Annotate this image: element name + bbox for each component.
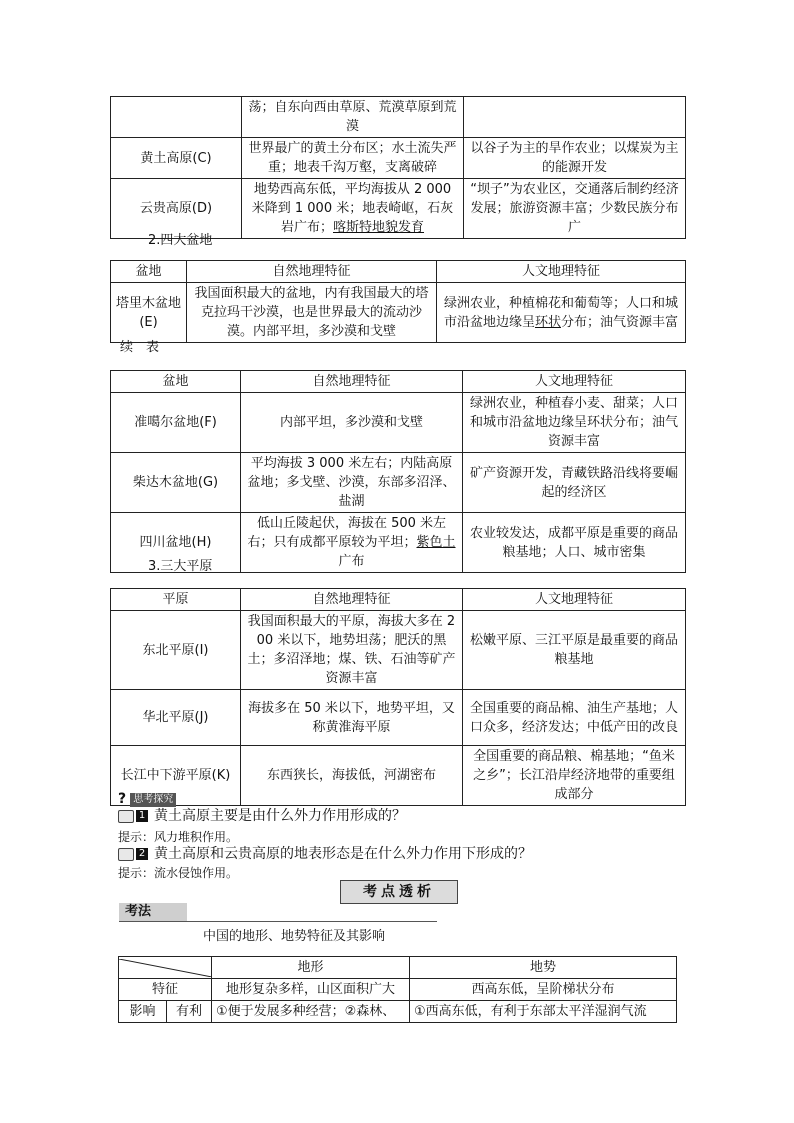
table-cell: 四川盆地(H) (111, 513, 241, 573)
table-cell: “坝子”为农业区，交通落后制约经济发展；旅游资源丰富；少数民族分布广 (464, 179, 686, 239)
plain-table (110, 588, 686, 806)
table-cell: 矿产资源开发，青藏铁路沿线将要崛起的经济区 (463, 453, 686, 513)
cell-text: 低山丘陵起伏，海拔在 500 米左右；只有成都平原较为平坦； (247, 516, 447, 550)
column-header: 人文地理特征 (463, 589, 686, 611)
table-cell: 世界最广的黄土分布区；水土流失严重；地表千沟万壑，支离破碎 (242, 138, 464, 179)
question-number: 2 (136, 848, 148, 860)
diagonal-line (119, 959, 212, 977)
table-cell: 云贵高原(D) (111, 179, 242, 239)
column-header: 盆地 (111, 371, 241, 393)
table-cell: 平均海拔 3 000 米左右；内陆高原盆地；多戈壁、沙漠，东部多沼泽、盐湖 (241, 453, 463, 513)
table-cell: 松嫩平原、三江平原是最重要的商品粮基地 (463, 611, 686, 690)
cell-text: 绿洲农业，种植棉花和葡萄等；人口和城市沿盆地边缘呈 (443, 295, 678, 330)
terrain-table (118, 956, 677, 1023)
table-cell: 柴达木盆地(G) (111, 453, 241, 513)
table-cell: 黄土高原(C) (111, 138, 242, 179)
banner-decoration (340, 880, 460, 904)
column-header: 地形 (212, 957, 410, 979)
section-title-basins: 2.四大盆地 (148, 233, 213, 248)
underlined-text: 喀斯特地貌发育 (333, 220, 425, 235)
cell-text: 广布 (338, 554, 365, 569)
table-cell: 东北平原(I) (111, 611, 241, 690)
basin-table-1 (110, 260, 686, 343)
column-header: 盆地 (111, 261, 187, 283)
question-mark-icon: ? (118, 791, 127, 807)
row-header: 有利 (167, 1001, 212, 1023)
table-cell (464, 97, 686, 138)
column-header: 自然地理特征 (187, 261, 437, 283)
row-header: 特征 (119, 979, 212, 1001)
table-cell: 西高东低，呈阶梯状分布 (410, 979, 677, 1001)
table-cell (437, 283, 686, 343)
table-cell: ①西高东低，有利于东部太平洋湿润气流 (410, 1001, 677, 1023)
diagonal-header-cell (119, 957, 212, 979)
question-text: 黄土高原主要是由什么外力作用形成的？ (154, 808, 406, 824)
cell-text: 地势西高东低，平均海拔从 2 000 米降到 1 000 米；地表崎岖，石灰岩广布； (251, 182, 454, 235)
table-cell (242, 179, 464, 239)
table-cell: 我国面积最大的盆地，内有我国最大的塔克拉玛干沙漠，也是世界最大的流动沙漠。内部平坦，多沙漠和戈壁 (187, 283, 437, 343)
kaofa-label: 考法 (119, 903, 187, 921)
column-header: 自然地理特征 (241, 371, 463, 393)
table-row (111, 453, 686, 513)
continued-label: 续 表 (120, 340, 160, 355)
table-cell: 全国重要的商品粮、棉基地；“鱼米之乡”；长江沿岸经济地带的重要组成部分 (463, 746, 686, 806)
table-row (111, 611, 686, 690)
table-header-row (111, 589, 686, 611)
table-row (119, 979, 677, 1001)
hint-2: 提示：流水侵蚀作用。 (118, 866, 239, 880)
table-row (111, 393, 686, 453)
table-cell: 内部平坦，多沙漠和戈壁 (241, 393, 463, 453)
column-header: 平原 (111, 589, 241, 611)
column-header: 自然地理特征 (241, 589, 463, 611)
thumbs-up-icon (118, 848, 134, 861)
basin-table-2 (110, 370, 686, 573)
section-title-plains: 3.三大平原 (148, 559, 213, 574)
question-text: 黄土高原和云贵高原的地表形态是在什么外力作用下形成的？ (154, 846, 532, 862)
column-header: 人文地理特征 (463, 371, 686, 393)
table-cell: 我国面积最大的平原，海拔大多在 200 米以下，地势坦荡；肥沃的黑土；多沼泽地；煤、铁、石油等矿产资源丰富 (241, 611, 463, 690)
underlined-text: 环状 (534, 314, 561, 330)
table-row (111, 690, 686, 746)
section-banner: 考点透析 (340, 880, 458, 904)
table-row (119, 1001, 677, 1023)
table-header-row (111, 261, 686, 283)
question-number: 1 (136, 810, 148, 822)
table-cell: 塔里木盆地(E) (111, 283, 187, 343)
table-cell (111, 97, 242, 138)
table-cell: 全国重要的商品棉、油生产基地；人口众多，经济发达；中低产田的改良 (463, 690, 686, 746)
table-cell: 海拔多在 50 米以下，地势平坦，又称黄淮海平原 (241, 690, 463, 746)
table-cell: 农业较发达，成都平原是重要的商品粮基地；人口、城市密集 (463, 513, 686, 573)
thinking-label (118, 791, 176, 807)
row-header: 影响 (119, 1001, 167, 1023)
plateau-table (110, 96, 686, 239)
table-cell: 以谷子为主的旱作农业；以煤炭为主的能源开发 (464, 138, 686, 179)
table-cell: ①便于发展多种经营；②森林、 (212, 1001, 410, 1023)
table-cell (241, 513, 463, 573)
thumbs-up-icon (118, 810, 134, 823)
table-cell: 地形复杂多样，山区面积广大 (212, 979, 410, 1001)
table-cell: 准噶尔盆地(F) (111, 393, 241, 453)
thinking-label-text: 思考探究 (130, 793, 176, 807)
question-1 (118, 806, 406, 826)
question-2 (118, 844, 532, 864)
cell-text: 分布；油气资源丰富 (561, 314, 679, 330)
table-row (111, 138, 686, 179)
underlined-text: 紫色土 (416, 535, 456, 550)
divider (119, 921, 437, 922)
table-cell: 长江中下游平原(K) (111, 746, 241, 806)
table-cell: 绿洲农业，种植春小麦、甜菜；人口和城市沿盆地边缘呈环状分布；油气资源丰富 (463, 393, 686, 453)
hint-1: 提示：风力堆积作用。 (118, 830, 239, 844)
kaofa-title: 中国的地形、地势特征及其影响 (203, 929, 386, 944)
table-row (111, 746, 686, 806)
table-row (111, 97, 686, 138)
table-cell: 荡；自东向西由草原、荒漠草原到荒漠 (242, 97, 464, 138)
table-header-row (119, 957, 677, 979)
table-header-row (111, 371, 686, 393)
column-header: 地势 (410, 957, 677, 979)
table-row (111, 283, 686, 343)
table-cell: 华北平原(J) (111, 690, 241, 746)
column-header: 人文地理特征 (437, 261, 686, 283)
table-cell: 东西狭长，海拔低，河湖密布 (241, 746, 463, 806)
